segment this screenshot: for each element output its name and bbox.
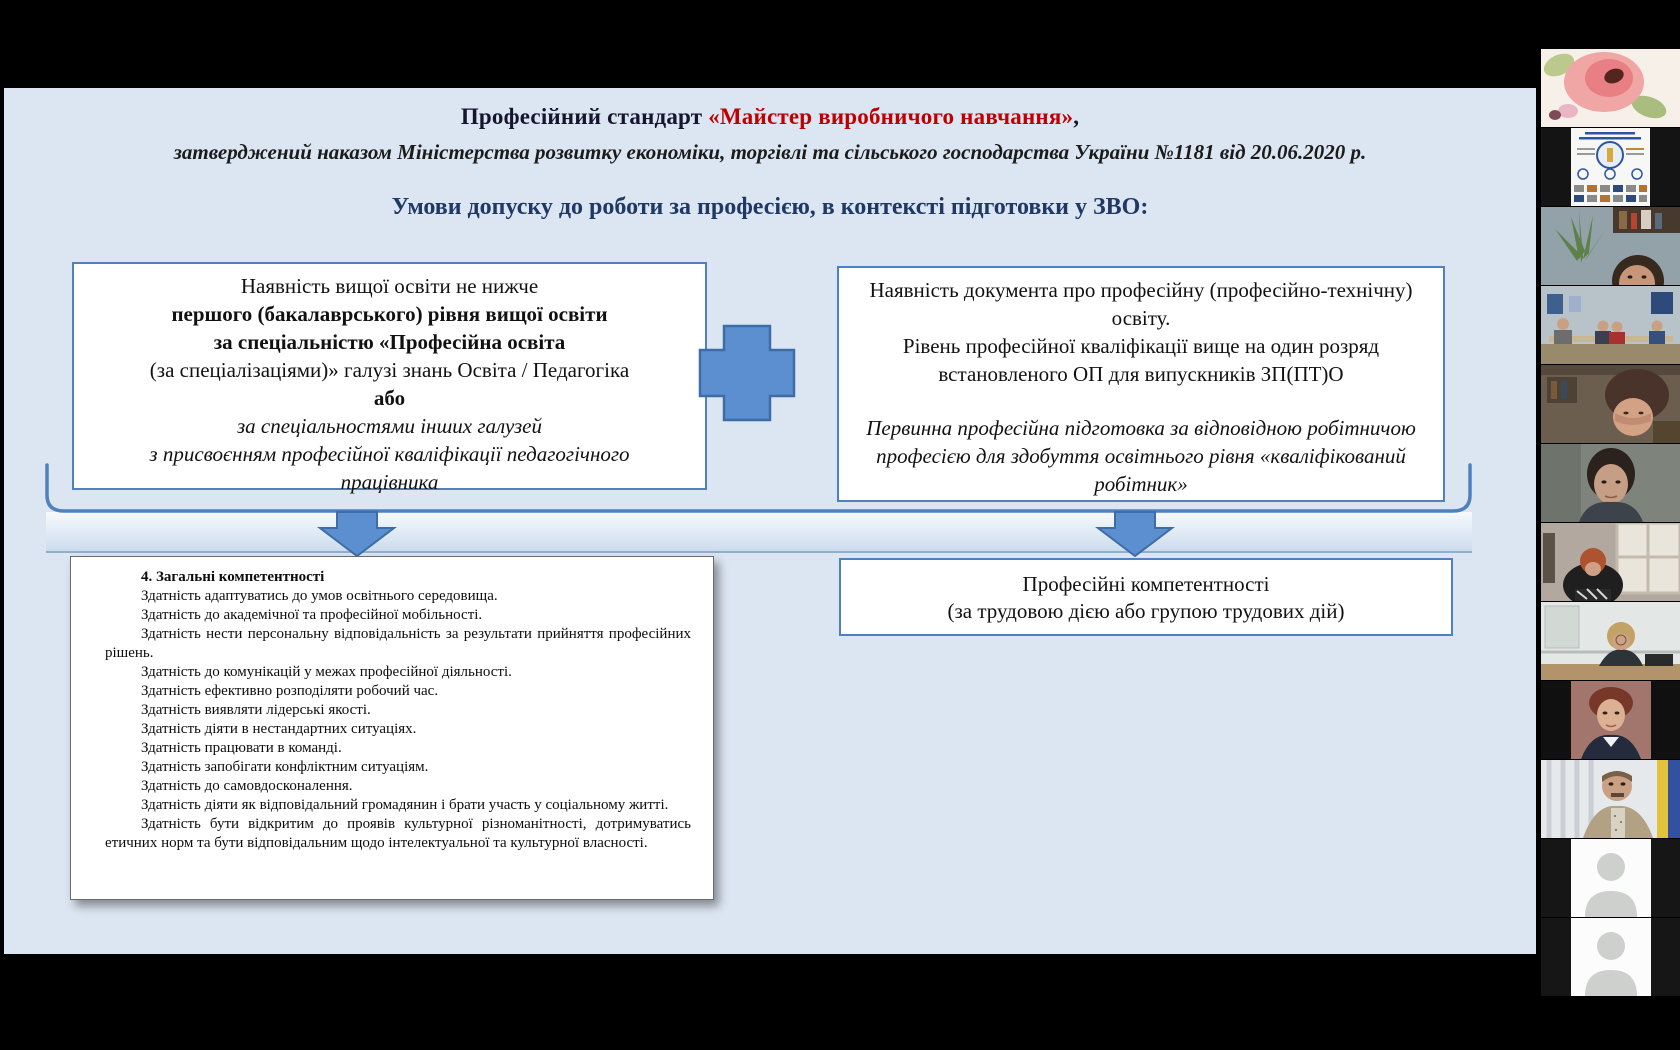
competency-item: Здатність адаптуватись до умов освітнього середовища. [141, 588, 498, 604]
competency-item: Здатність виявляти лідерські якості. [141, 702, 371, 718]
box-left-line: або [373, 386, 406, 410]
avatar-placeholder[interactable] [1541, 839, 1680, 917]
competency-item: Здатність працювати в команді. [141, 740, 342, 756]
slide-title [4, 104, 1536, 130]
man-with-flag-video[interactable] [1541, 760, 1680, 838]
professional-competencies-line: (за трудовою дією або групою трудових дій) [947, 599, 1345, 623]
box-left-line: першого (бакалаврського) рівня вищої освіти [171, 302, 608, 326]
classroom-group-video[interactable] [1541, 286, 1680, 364]
box-right-paragraph: Наявність документа про професійну (професійно-технічну) освіту. [869, 278, 1413, 330]
participants-strip [1541, 49, 1680, 997]
slide-title-suffix: , [1073, 104, 1080, 129]
box-right-paragraph: Рівень професійної кваліфікації вище на один розряд встановленого ОП для випускників ЗП(ПТ)О [902, 334, 1380, 386]
competency-item: Здатність нести персональну відповідальність за результати прийняття професійних рішень. [105, 626, 691, 661]
competency-item: Здатність діяти як відповідальний громадянин і брати участь у соціальному житті. [141, 797, 669, 813]
box-left-line: (за спеціалізаціями)» галузі знань Освіта / Педагогіка [149, 358, 630, 382]
woman-with-plant-video[interactable] [1541, 207, 1680, 285]
flowers-painting-video[interactable] [1541, 49, 1680, 127]
box-left-line: за спеціальністю «Професійна освіта [213, 330, 566, 354]
slide-title-highlight: «Майстер виробничого навчання» [708, 104, 1074, 129]
plus-icon [700, 326, 794, 420]
vocational-document-box [837, 266, 1445, 502]
institution-certificate-video[interactable] [1541, 128, 1680, 206]
woman-at-desk-video[interactable] [1541, 602, 1680, 680]
down-arrow-left [320, 512, 394, 556]
competencies-heading: 4. Загальні компетентності [141, 569, 325, 585]
box-left-line: за спеціальностями інших галузей [236, 414, 542, 438]
competency-item: Здатність бути відкритим до проявів культурної різноманітності, дотримуватись етичних норм та бути відповідальним щодо інтелектуальної та культурної власності. [105, 816, 691, 851]
avatar-placeholder[interactable] [1541, 918, 1680, 996]
woman-by-window-video[interactable] [1541, 523, 1680, 601]
slide-subtitle: затверджений наказом Міністерства розвитку економіки, торгівлі та сільського господарства України №1181 від 20.06.2020 р. [173, 140, 1367, 164]
box-left-line: з присвоєнням професійної кваліфікації педагогічного [149, 442, 630, 466]
portrait-photo-video[interactable] [1541, 681, 1680, 759]
competency-item: Здатність до академічної та професійної мобільності. [141, 607, 483, 623]
woman-looking-down-video[interactable] [1541, 365, 1680, 443]
slide-title-prefix: Професійний стандарт [460, 104, 709, 129]
box-left-line: Наявність вищої освіти не нижче [240, 274, 539, 298]
slide-heading: Умови допуску до роботи за професією, в контексті підготовки у ЗВО: [391, 194, 1149, 220]
competency-item: Здатність ефективно розподіляти робочий час. [141, 683, 439, 699]
higher-education-box [72, 262, 707, 494]
shared-slide [4, 88, 1536, 954]
competency-item: Здатність діяти в нестандартних ситуаціях. [141, 721, 417, 737]
professional-competencies-line: Професійні компетентності [1022, 572, 1270, 596]
box-right-paragraph: Первинна професійна підготовка за відповідною робітничою професією для здобуття освітнього рівня «кваліфікований робітник» [866, 416, 1416, 496]
bracket-band [46, 512, 1472, 552]
competency-item: Здатність запобігати конфліктним ситуаціям. [141, 759, 429, 775]
down-arrow-right [1098, 512, 1172, 556]
competency-item: Здатність до комунікацій у межах професійної діяльності. [141, 664, 512, 680]
professional-competencies-box [839, 558, 1453, 636]
general-competencies-box [70, 556, 714, 900]
competency-item: Здатність до самовдосконалення. [141, 778, 353, 794]
woman-facing-camera-video[interactable] [1541, 444, 1680, 522]
box-left-line: працівника [340, 470, 439, 494]
